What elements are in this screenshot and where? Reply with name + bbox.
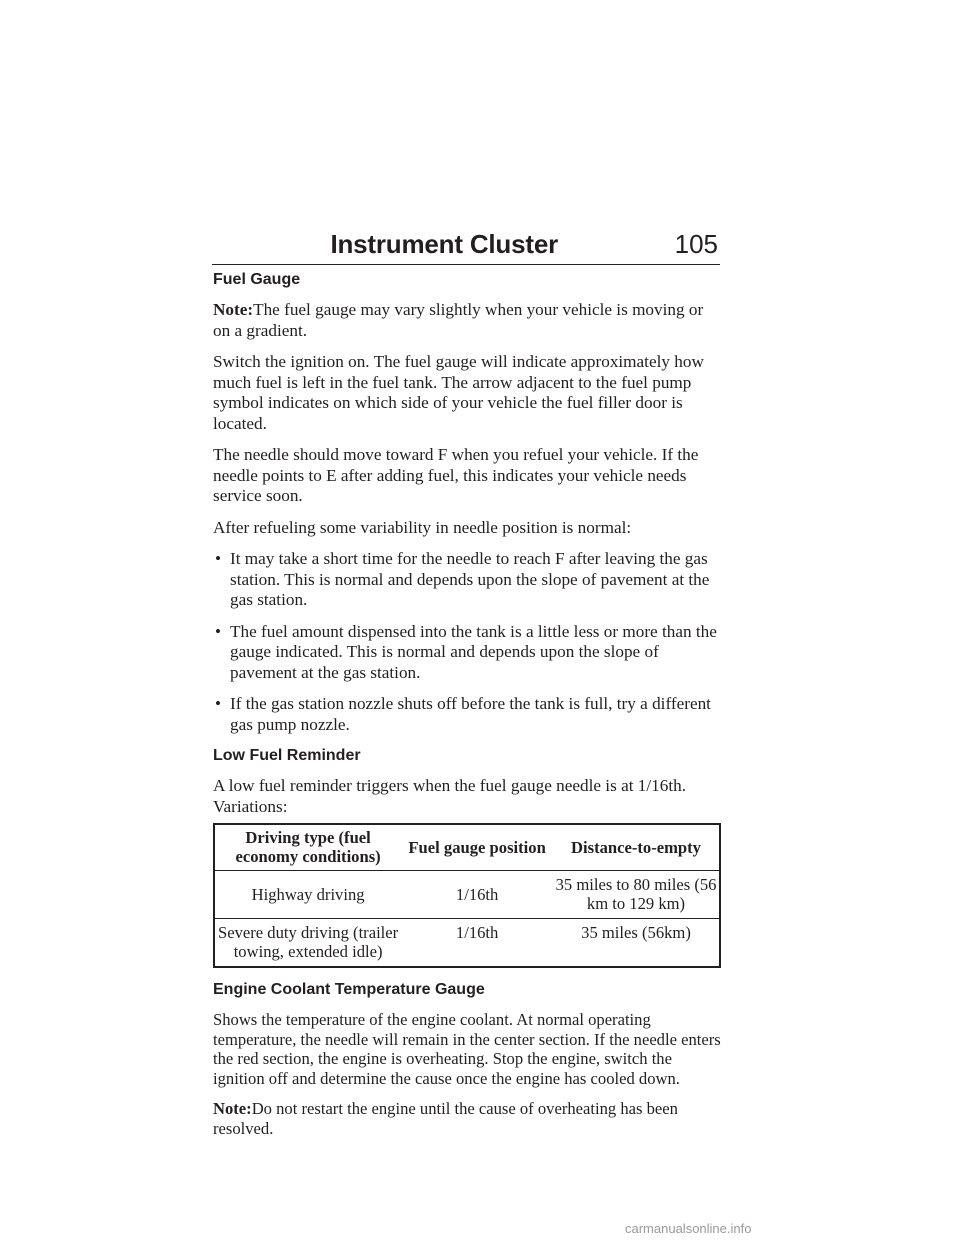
list-item: • It may take a short time for the needle to reach F after leaving the gas station. This is normal and depends upon the slope of pavement at the gas station. (213, 549, 721, 611)
column-header: Fuel gauge position (401, 824, 553, 871)
table-cell: 1/16th (401, 919, 553, 968)
fuel-gauge-paragraph-1: Switch the ignition on. The fuel gauge will indicate approximately how much fuel is left in the fuel tank. The arrow adjacent to the fuel pump symbol indicates on which side of your vehicle the fuel filler door is located. (213, 352, 704, 433)
note-label: Note: (213, 300, 254, 319)
table-cell: Severe duty driving (trailer towing, extended idle) (214, 919, 401, 968)
note-text: The fuel gauge may vary slightly when your vehicle is moving or on a gradient. (213, 300, 704, 340)
column-header: Driving type (fuel economy conditions) (214, 824, 401, 871)
watermark: carmanualsonline.info (625, 1221, 752, 1236)
fuel-gauge-paragraph-2: The needle should move toward F when you refuel your vehicle. If the needle points to E after adding fuel, this indicates your vehicle needs service soon. (213, 445, 699, 505)
low-fuel-heading: Low Fuel Reminder (213, 747, 361, 764)
table-header-row (214, 824, 720, 871)
page-title: Instrument Cluster (330, 229, 558, 259)
list-item: • If the gas station nozzle shuts off before the tank is full, try a different gas pump nozzle. (213, 694, 721, 735)
note-label: Note: (213, 1099, 252, 1118)
coolant-note (213, 1099, 721, 1138)
coolant-paragraph: Shows the temperature of the engine coolant. At normal operating temperature, the needle will remain in the center section. If the needle enters the red section, the engine is overheating. Stop the engine, switch the ignition off and determine the cause once the engine has cooled down. (213, 1010, 721, 1088)
table-cell: 35 miles (56km) (553, 919, 720, 968)
note-text: Do not restart the engine until the cause of overheating has been resolved. (213, 1099, 678, 1138)
list-item: • The fuel amount dispensed into the tank is a little less or more than the gauge indicated. This is normal and depends upon the slope of pavement at the gas station. (213, 622, 721, 684)
column-header: Distance-to-empty (553, 824, 720, 871)
page-content (213, 268, 721, 1149)
coolant-heading: Engine Coolant Temperature Gauge (213, 981, 485, 998)
table-row (214, 919, 720, 968)
table-cell: Highway driving (251, 884, 365, 904)
fuel-gauge-paragraph-3: After refueling some variability in needle position is normal: (213, 517, 632, 537)
fuel-gauge-note (213, 300, 721, 341)
page-number: 105 (674, 229, 718, 259)
low-fuel-paragraph: A low fuel reminder triggers when the fuel gauge needle is at 1/16th. Variations: (213, 776, 686, 816)
fuel-gauge-heading: Fuel Gauge (213, 271, 301, 288)
table-row (214, 871, 720, 919)
table-cell: 35 miles to 80 miles (56 km to 129 km) (555, 875, 717, 913)
low-fuel-table (213, 823, 721, 968)
table-cell: 1/16th (455, 884, 499, 904)
page-header (212, 226, 720, 265)
refueling-variability-list (213, 549, 721, 735)
